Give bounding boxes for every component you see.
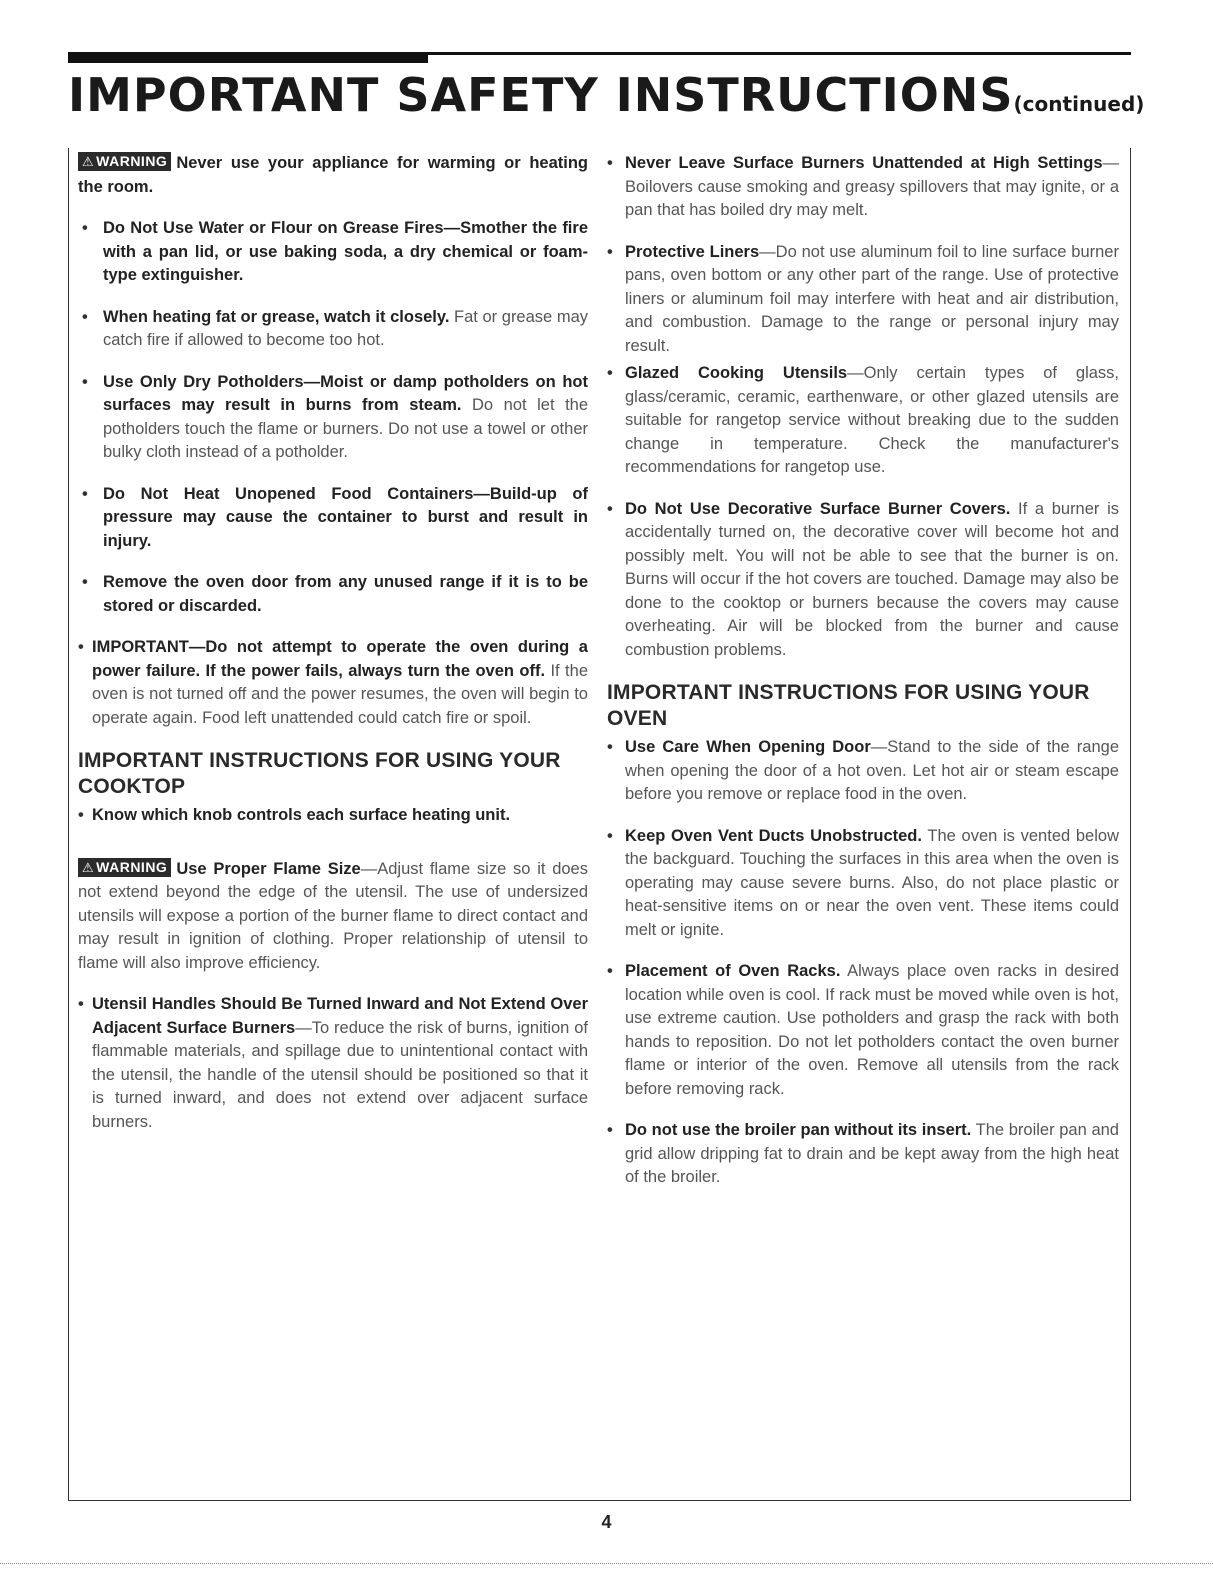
bullet-icon: • (82, 372, 88, 391)
list-item: • Do Not Heat Unopened Food Containers—Build-up of pressure may cause the container to burst and result in injury. (82, 484, 588, 550)
warning-badge: ⚠ WARNING (78, 152, 171, 171)
warning-paragraph-flame: ⚠ WARNING Use Proper Flame Size—Adjust flame size so it does not extend beyond the edge of the utensil. The use of undersized utensils will expose a portion of the burner flame to direct contact and may result in ignition of clothing. Proper relationship of utensil to flame will also improve efficiency. (78, 858, 588, 972)
bullet-icon: • (607, 962, 613, 980)
warning-triangle-icon: ⚠ (82, 859, 95, 875)
warning-triangle-icon: ⚠ (82, 154, 95, 169)
bullet-icon: • (607, 364, 613, 382)
list-item: • When heating fat or grease, watch it closely. Fat or grease may catch fire if allowed to become too hot. (82, 307, 588, 349)
list-item: • Protective Liners—Do not use aluminum foil to line surface burner pans, oven bottom or any other part of the range. Use of protective liners or aluminum foil may interfere with heat and air distribution, and combustion. Damage to the range or personal injury may result. (607, 242, 1119, 355)
title-text: IMPORTANT SAFETY INSTRUCTIONS (68, 68, 1014, 122)
bullet-icon: • (607, 242, 613, 261)
list-item: • Do Not Use Decorative Surface Burner Covers. If a burner is accidentally turned on, the decorative cover will become hot and possibly melt. You will not be able to see that the burner is on. Burns will occur if the hot covers are touched. Damage may also be done to the cooktop or burners because the covers may cause overheating. Air will be blocked from the burner and cause combustion problems. (607, 499, 1119, 659)
list-item: • Know which knob controls each surface heating unit. (78, 804, 588, 828)
list-item: • Never Leave Surface Burners Unattended at High Settings—Boilovers cause smoking and greasy spillovers that may ignite, or a pan that has boiled dry may melt. (607, 154, 1119, 219)
left-column (78, 152, 588, 1152)
page-edge-rule (0, 1563, 1213, 1564)
list-item: • Placement of Oven Racks. Always place oven racks in desired location while oven is cool. If rack must be moved while oven is hot, use extreme caution. Use potholders and grasp the rack with both hands to reposition. Do not let potholders contact the oven burner flame or interior of the oven. Remove all utensils from the rack before removing rack. (607, 962, 1119, 1098)
list-item: • Remove the oven door from any unused range if it is to be stored or discarded. (82, 573, 588, 615)
title-suffix: (continued) (1013, 92, 1145, 116)
list-item: • Do Not Use Water or Flour on Grease Fires—Smother the fire with a pan lid, or use baking soda, a dry chemical or foam-type extinguisher. (82, 219, 588, 284)
bullet-icon: • (82, 573, 88, 591)
list-item: • Use Only Dry Potholders—Moist or damp potholders on hot surfaces may result in burns from steam. Do not let the potholders touch the flame or burners. Do not use a towel or other bulky cloth instead of a potholder. (82, 372, 589, 461)
warning-badge: ⚠ WARNING (78, 858, 171, 877)
bullet-icon: • (78, 638, 84, 656)
section-heading-cooktop: IMPORTANT INSTRUCTIONS FOR USING YOUR COOKTOP (78, 749, 561, 798)
right-column (607, 152, 1119, 1208)
bullet-icon: • (607, 499, 613, 518)
bullet-icon: • (78, 995, 84, 1013)
bullet-icon: • (607, 1121, 613, 1139)
list-item: • Keep Oven Vent Ducts Unobstructed. The oven is vented below the backguard. Touching the surfaces in this area when the oven is operating may cause severe burns. Also, do not place plastic or heat-sensitive items on or near the oven vent. These items could melt or ignite. (607, 826, 1119, 939)
bullet-icon: • (82, 484, 88, 503)
list-item: • IMPORTANT—Do not attempt to operate the oven during a power failure. If the power fails, always turn the oven off. If the oven is not turned off and the power resumes, the oven will begin to operate again. Food left unattended could catch fire or spoil. (78, 638, 588, 727)
page-number: 4 (601, 1512, 612, 1532)
bullet-icon: • (607, 738, 613, 756)
bullet-icon: • (607, 826, 613, 845)
list-item: • Utensil Handles Should Be Turned Inward and Not Extend Over Adjacent Surface Burners—To reduce the risk of burns, ignition of flammable materials, and spillage due to unintentional contact with the utensil, the handle of the utensil should be positioned so that it is turned inward, and does not extend over adjacent surface burners. (78, 995, 588, 1131)
page-title (68, 68, 1145, 122)
bullet-icon: • (78, 806, 84, 824)
list-item: • Use Care When Opening Door—Stand to the side of the range when opening the door of a hot oven. Let hot air or steam escape before you remove or replace food in the oven. (607, 738, 1119, 803)
bullet-icon: • (607, 154, 613, 172)
header-rule-thick (68, 53, 428, 63)
section-heading-oven: IMPORTANT INSTRUCTIONS FOR USING YOUR OVEN (607, 681, 1090, 730)
list-item: • Glazed Cooking Utensils—Only certain types of glass, glass/ceramic, ceramic, earthenware, or other glazed utensils are suitable for rangetop service without breaking due to the sudden change in temperature. Check the manufacturer's recommendations for rangetop use. (607, 364, 1120, 476)
warning-paragraph-heating: ⚠ WARNING Never use your appliance for warming or heating the room. (78, 153, 588, 196)
list-item: • Do not use the broiler pan without its insert. The broiler pan and grid allow dripping fat to drain and be kept away from the high heat of the broiler. (607, 1121, 1119, 1186)
bullet-icon: • (82, 219, 88, 237)
bullet-icon: • (82, 307, 88, 326)
